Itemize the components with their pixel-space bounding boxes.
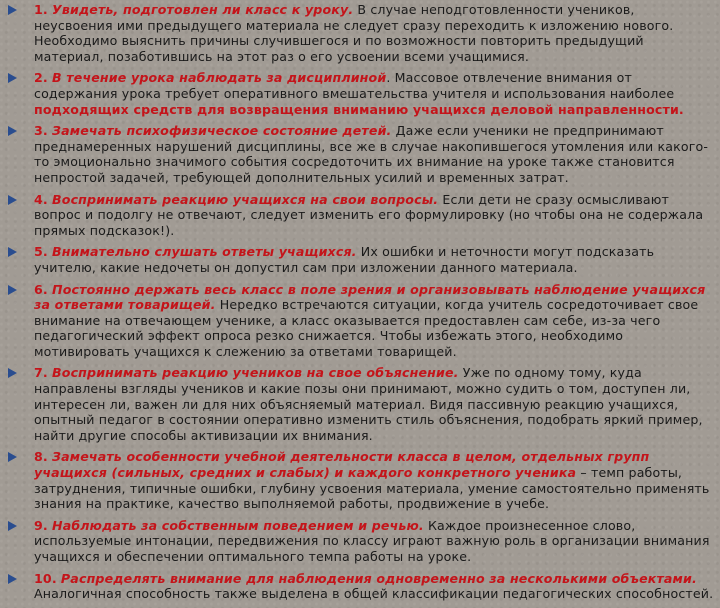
list-item [8, 2, 714, 64]
triangle-bullet-icon [8, 452, 17, 462]
list-item [8, 282, 714, 360]
item-text: Каждое произнесенное слово, используемые интонации, передвижения по классу играют важную роль в организации внимания учащихся и обеспечении оптимального темпа работы на уроке. [34, 517, 710, 564]
list-item [8, 192, 714, 239]
item-number: 2. [34, 70, 48, 86]
list-item [8, 365, 714, 443]
triangle-bullet-icon [8, 247, 17, 257]
list-item [8, 70, 714, 117]
item-number: 1. [34, 2, 48, 17]
item-highlight: Постоянно держать весь класс в поле зрения и организовывать наблюдение учащихся за ответами товарищей. [34, 281, 706, 313]
item-highlight: Воспринимать реакцию учеников на свое объяснение. [52, 365, 459, 381]
triangle-bullet-icon [8, 368, 17, 378]
triangle-bullet-icon [8, 126, 17, 136]
item-number: 10. [34, 570, 57, 586]
item-text: Даже если ученики не предпринимают преднамеренных нарушений дисциплины, все же в случае накопившегося утомления или какого-то эмоционально значимого события сосредоточить их внимание на уроке также становится непростой задачей, требующей дополнительных усилий и временных затрат. [34, 123, 709, 185]
item-number: 4. [34, 191, 48, 207]
item-highlight: Распределять внимание для наблюдения одновременно за несколькими объектами. [60, 570, 697, 586]
item-number: 5. [34, 244, 48, 260]
list-item [8, 123, 714, 185]
triangle-bullet-icon [8, 521, 17, 531]
item-highlight: Наблюдать за собственным поведением и речью. [52, 517, 424, 533]
item-highlight: Внимательно слушать ответы учащихся. [52, 244, 357, 260]
item-text: Аналогичная способность также выделена в общей классификации педагогических способностей. [34, 586, 714, 602]
item-number: 9. [34, 517, 48, 533]
triangle-bullet-icon [8, 195, 17, 205]
item-list [8, 2, 714, 608]
triangle-bullet-icon [8, 73, 17, 83]
triangle-bullet-icon [8, 285, 17, 295]
item-highlight: Воспринимать реакцию учащихся на свои вопросы. [52, 191, 439, 207]
item-number: 6. [34, 281, 48, 297]
item-highlight-2: подходящих средств для возвращения вниманию учащихся деловой направленности. [34, 101, 684, 117]
item-text: . Массовое отвлечение внимания от содержания урока требует оперативного вмешательства учителя и использования наиболее [34, 70, 675, 101]
item-text: Уже по одному тому, куда направлены взгляды учеников и какие позы они принимают, можно судить о том, доступен ли, интересен ли, важен ли для них объясняемый материал. Видя пассивную реакцию учащихся, опытный педагог в состоянии оперативно изменить стиль объяснения, подобрать яркий пример, найти другие способы активизации их внимания. [34, 365, 703, 443]
item-text: Нередко встречаются ситуации, когда учитель сосредоточивает свое внимание на отвечающем ученике, а класс оказывается предоставлен сам себе, из-за чего педагогический эффект опроса резко снижается. Чтобы избежать этого, необходимо мотивировать учащихся к слежению за ответами товарищей. [34, 297, 699, 359]
list-item [8, 244, 714, 275]
item-highlight: В течение урока наблюдать за дисциплиной [52, 70, 387, 86]
item-text: Их ошибки и неточности могут подсказать учителю, какие недочеты он допустил сам при изложении данного материала. [34, 244, 655, 275]
list-item [8, 449, 714, 511]
item-number: 3. [34, 123, 48, 139]
list-item [8, 571, 714, 602]
item-text: – темп работы, затруднения, типичные ошибки, глубину усвоения материала, умение самостоятельно применять знания на практике, качество выполняемой работы, продвижение в учебе. [34, 465, 710, 512]
item-text: В случае неподготовленности учеников, неусвоения ими предыдущего материала не следует сразу переходить к изложению нового. Необходимо выяснить причины случившегося и по возможности повторить предыдущий материал, позаботившись на этот раз о его усвоении всеми учащимися. [34, 2, 674, 64]
item-highlight: Замечать особенности учебной деятельности класса в целом, отдельных групп учащихся (сильных, средних и слабых) и каждого конкретного ученика [34, 449, 650, 481]
item-highlight: Увидеть, подготовлен ли класс к уроку. [52, 2, 354, 17]
list-item [8, 518, 714, 565]
item-number: 7. [34, 365, 48, 381]
triangle-bullet-icon [8, 574, 17, 584]
item-text: Если дети не сразу осмысливают вопрос и подолгу не отвечают, следует изменить его формулировку (но чтобы она не содержала прямых подсказок!). [34, 191, 704, 238]
item-highlight: Замечать психофизическое состояние детей. [52, 123, 392, 139]
item-number: 8. [34, 449, 48, 465]
triangle-bullet-icon [8, 5, 17, 15]
